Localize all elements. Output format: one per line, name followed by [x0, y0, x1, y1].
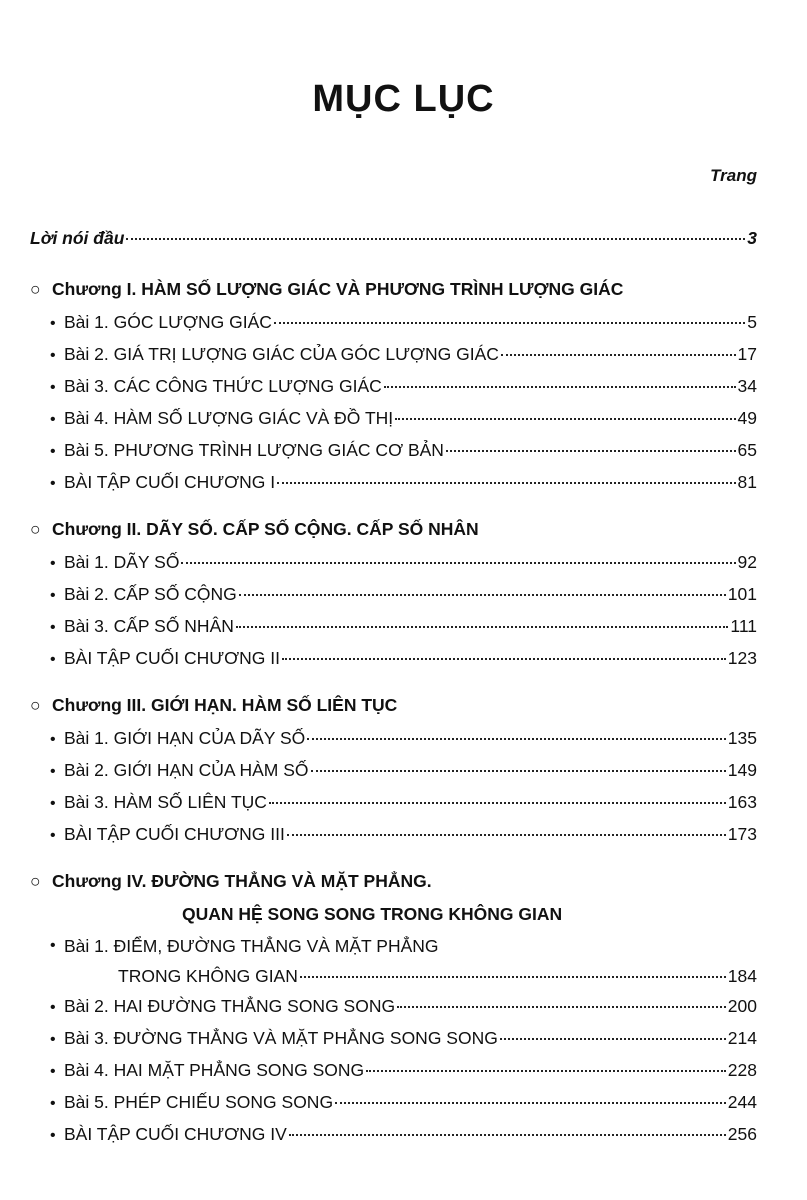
- circle-icon: ○: [30, 871, 41, 891]
- toc-entry[interactable]: [30, 1022, 757, 1054]
- dot-leader: [501, 353, 736, 356]
- dot-leader: [239, 593, 726, 596]
- dot-leader: [282, 657, 726, 660]
- entry-page: 200: [727, 996, 757, 1016]
- entry-page: 81: [737, 472, 757, 492]
- entry-page: 49: [737, 408, 757, 428]
- toc-entry[interactable]: [30, 818, 757, 850]
- entry-label: Bài 4. HÀM SỐ LƯỢNG GIÁC VÀ ĐỒ THỊ: [64, 408, 394, 428]
- toc-entry[interactable]: [30, 1118, 757, 1150]
- bullet-icon: •: [50, 443, 56, 460]
- entry-label: Bài 5. PHƯƠNG TRÌNH LƯỢNG GIÁC CƠ BẢN: [64, 440, 444, 460]
- dot-leader: [236, 625, 729, 628]
- entry-page: 3: [747, 228, 757, 248]
- toc-entry[interactable]: [30, 338, 757, 370]
- dot-leader: [397, 1005, 726, 1008]
- entry-label: Bài 4. HAI MẶT PHẲNG SONG SONG: [64, 1060, 365, 1080]
- bullet-icon: •: [50, 763, 56, 780]
- entry-label: Lời nói đầu: [30, 228, 125, 248]
- dot-leader: [300, 975, 726, 978]
- toc-entry[interactable]: [30, 578, 757, 610]
- entry-label: Bài 3. CẤP SỐ NHÂN: [64, 616, 234, 636]
- toc-entry[interactable]: [30, 642, 757, 674]
- entry-page: 5: [747, 312, 757, 332]
- bullet-icon: •: [50, 475, 56, 492]
- bullet-icon: •: [50, 555, 56, 572]
- bullet-icon: •: [50, 619, 56, 636]
- bullet-icon: •: [50, 315, 56, 332]
- entry-page: 135: [727, 728, 757, 748]
- chapter-title: Chương II. DÃY SỐ. CẤP SỐ CỘNG. CẤP SỐ NHÂN: [52, 519, 479, 539]
- entry-page: 34: [737, 376, 757, 396]
- entry-page: 123: [727, 648, 757, 668]
- bullet-icon: •: [50, 411, 56, 428]
- toc-entry[interactable]: [30, 434, 757, 466]
- page-title: MỤC LỤC: [312, 78, 495, 120]
- chapter-title: Chương III. GIỚI HẠN. HÀM SỐ LIÊN TỤC: [52, 695, 398, 715]
- dot-leader: [277, 481, 735, 484]
- dot-leader: [269, 801, 726, 804]
- dot-leader: [181, 561, 735, 564]
- entry-page: 149: [727, 760, 757, 780]
- preface-entry[interactable]: [30, 222, 757, 254]
- entry-page: 256: [727, 1124, 757, 1144]
- toc-entry[interactable]: [30, 1054, 757, 1086]
- entry-label: Bài 1. DÃY SỐ: [64, 552, 180, 572]
- chapter-heading[interactable]: [30, 272, 757, 306]
- bullet-icon: •: [50, 587, 56, 604]
- bullet-icon: •: [50, 937, 56, 954]
- toc-entry[interactable]: [30, 990, 757, 1022]
- toc-entry-line1[interactable]: [30, 930, 757, 962]
- chapter-heading[interactable]: [30, 512, 757, 546]
- toc-entry[interactable]: [30, 306, 757, 338]
- toc-entry[interactable]: [30, 1086, 757, 1118]
- entry-label: BÀI TẬP CUỐI CHƯƠNG II: [64, 648, 281, 668]
- bullet-icon: •: [50, 379, 56, 396]
- bullet-icon: •: [50, 731, 56, 748]
- circle-icon: ○: [30, 519, 41, 539]
- circle-icon: ○: [30, 279, 41, 299]
- toc-entry[interactable]: [30, 546, 757, 578]
- entry-page: 184: [727, 966, 757, 986]
- entry-label: Bài 1. ĐIỂM, ĐƯỜNG THẲNG VÀ MẶT PHẲNG: [64, 936, 439, 956]
- entry-page: 163: [727, 792, 757, 812]
- dot-leader: [335, 1101, 726, 1104]
- toc-entry[interactable]: [30, 962, 757, 990]
- bullet-icon: •: [50, 1127, 56, 1144]
- entry-page: 101: [727, 584, 757, 604]
- bullet-icon: •: [50, 827, 56, 844]
- dot-leader: [446, 449, 736, 452]
- chapter-title: Chương IV. ĐƯỜNG THẲNG VÀ MẶT PHẲNG.: [52, 871, 432, 891]
- entry-page: 92: [737, 552, 757, 572]
- chapter-heading[interactable]: [30, 864, 757, 898]
- bullet-icon: •: [50, 347, 56, 364]
- toc-entry[interactable]: [30, 466, 757, 498]
- dot-leader: [307, 737, 726, 740]
- circle-icon: ○: [30, 695, 41, 715]
- entry-page: 228: [727, 1060, 757, 1080]
- toc-entry[interactable]: [30, 610, 757, 642]
- entry-page: 214: [727, 1028, 757, 1048]
- entry-label: Bài 2. CẤP SỐ CỘNG: [64, 584, 237, 604]
- entry-page: 244: [727, 1092, 757, 1112]
- dot-leader: [289, 1133, 726, 1136]
- toc-entry[interactable]: [30, 370, 757, 402]
- entry-label: Bài 1. GIỚI HẠN CỦA DÃY SỐ: [64, 728, 306, 748]
- entry-label: Bài 5. PHÉP CHIẾU SONG SONG: [64, 1092, 334, 1112]
- entry-label: Bài 3. ĐƯỜNG THẲNG VÀ MẶT PHẲNG SONG SONG: [64, 1028, 498, 1048]
- dot-leader: [287, 833, 726, 836]
- chapter-title-continued: QUAN HỆ SONG SONG TRONG KHÔNG GIAN: [182, 904, 563, 924]
- toc-entry[interactable]: [30, 786, 757, 818]
- entry-label: TRONG KHÔNG GIAN: [118, 966, 298, 986]
- entry-label: BÀI TẬP CUỐI CHƯƠNG III: [64, 824, 285, 844]
- toc-entry[interactable]: [30, 754, 757, 786]
- entry-label: BÀI TẬP CUỐI CHƯƠNG I: [64, 472, 276, 492]
- table-of-contents: [30, 222, 757, 1150]
- dot-leader: [311, 769, 726, 772]
- dot-leader: [126, 237, 745, 240]
- chapter-heading[interactable]: [30, 688, 757, 722]
- chapter-title: Chương I. HÀM SỐ LƯỢNG GIÁC VÀ PHƯƠNG TRÌNH LƯỢNG GIÁC: [52, 279, 624, 299]
- entry-page: 111: [730, 616, 757, 636]
- toc-entry[interactable]: [30, 402, 757, 434]
- entry-label: Bài 2. GIỚI HẠN CỦA HÀM SỐ: [64, 760, 309, 780]
- bullet-icon: •: [50, 1095, 56, 1112]
- bullet-icon: •: [50, 651, 56, 668]
- entry-label: Bài 2. GIÁ TRỊ LƯỢNG GIÁC CỦA GÓC LƯỢNG GIÁC: [64, 344, 499, 364]
- entry-page: 173: [727, 824, 757, 844]
- bullet-icon: •: [50, 999, 56, 1016]
- entry-page: 65: [737, 440, 757, 460]
- entry-label: Bài 2. HAI ĐƯỜNG THẲNG SONG SONG: [64, 996, 396, 1016]
- toc-entry[interactable]: [30, 722, 757, 754]
- entry-label: Bài 3. HÀM SỐ LIÊN TỤC: [64, 792, 267, 812]
- entry-page: 17: [737, 344, 757, 364]
- dot-leader: [500, 1037, 726, 1040]
- dot-leader: [274, 321, 745, 324]
- bullet-icon: •: [50, 1031, 56, 1048]
- entry-label: Bài 1. GÓC LƯỢNG GIÁC: [64, 312, 272, 332]
- page-column-header: Trang: [710, 166, 757, 185]
- dot-leader: [384, 385, 736, 388]
- dot-leader: [366, 1069, 726, 1072]
- bullet-icon: •: [50, 1063, 56, 1080]
- dot-leader: [395, 417, 735, 420]
- bullet-icon: •: [50, 795, 56, 812]
- entry-label: BÀI TẬP CUỐI CHƯƠNG IV: [64, 1124, 287, 1144]
- entry-label: Bài 3. CÁC CÔNG THỨC LƯỢNG GIÁC: [64, 376, 382, 396]
